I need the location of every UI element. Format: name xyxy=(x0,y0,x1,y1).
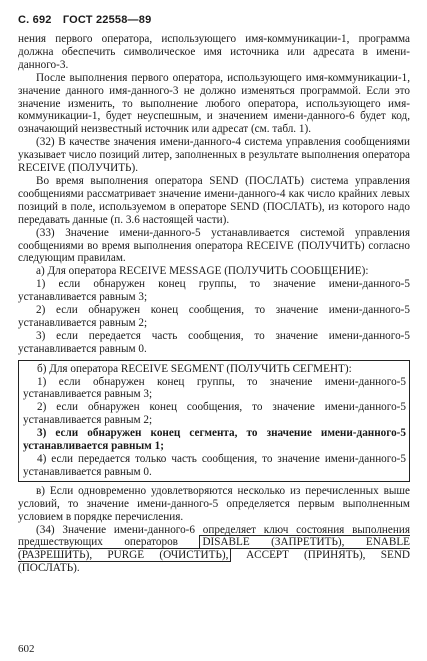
page-label: С. 692 xyxy=(18,14,52,26)
paragraph-34 xyxy=(18,524,410,576)
paragraph: После выполнения первого оператора, использующего имя-коммуникации-1, значение данного имя-данного-3 не должно изменяться программой. Если это значение изменить, то выполнение любого оператора, использующего имя-коммуникации-1, будет неуспешным, и значением имени-данного-6 будет код, означающий неизвестный источник или адресат (см. табл. 1). xyxy=(18,71,410,136)
list-item: 1) если обнаружен конец группы, то значение имени-данного-5 устанавливается равным 3; xyxy=(18,278,410,304)
paragraph: (32) В качестве значения имени-данного-4 система управления сообщениями указывает число позиций литер, заполненных в результате выполнения оператора RECEIVE (ПОЛУЧИТЬ). xyxy=(18,136,410,175)
boxed-item: 3) если обнаружен конец сегмента, то значение имени-данного-5 устанавливается равным 1; xyxy=(23,427,406,453)
boxed-section xyxy=(18,360,410,482)
page-header xyxy=(18,14,159,26)
boxed-item: 1) если обнаружен конец группы, то значение имени-данного-5 устанавливается равным 3; xyxy=(23,375,406,401)
boxed-item: 4) если передается только часть сообщения, то значение имени-данного-5 устанавливается равным 0. xyxy=(23,453,406,478)
standard-label: ГОСТ 22558—89 xyxy=(62,14,152,26)
paragraph-34-tail: ACCEPT (ПРИНЯТЬ), SEND (ПОСЛАТЬ). xyxy=(18,549,410,575)
boxed-item: 2) если обнаружен конец сообщения, то значение имени-данного-5 устанавливается равным 2; xyxy=(23,401,406,427)
list-item: 2) если обнаружен конец сообщения, то значение имени-данного-5 устанавливается равным 2; xyxy=(18,304,410,329)
page-body xyxy=(18,33,410,575)
paragraph: (33) Значение имени-данного-5 устанавливается системой управления сообщениями во время выполнения оператора RECEIVE (ПОЛУЧИТЬ) согласно следующим правилам. xyxy=(18,226,410,265)
paragraph-34-boxed: DISABLE (ЗАПРЕТИТЬ), ENABLE (РАЗРЕШИТЬ), PURGE (ОЧИСТИТЬ), xyxy=(18,536,410,562)
paragraph: нения первого оператора, использующего имя-коммуникации-1, программа должна обеспечить символическое имя источника или адресата в имени-данного-3. xyxy=(18,33,410,71)
page-number: 602 xyxy=(18,643,35,655)
boxed-heading: б) Для оператора RECEIVE SEGMENT (ПОЛУЧИТЬ СЕГМЕНТ): xyxy=(37,362,352,375)
list-item: а) Для оператора RECEIVE MESSAGE (ПОЛУЧИТЬ СООБЩЕНИЕ): xyxy=(36,265,369,278)
list-item: в) Если одновременно удовлетворяются несколько из перечисленных выше условий, то значение имени-данного-5 определяется первым выполненным условием в порядке перечисления. xyxy=(18,484,410,523)
paragraph: Во время выполнения оператора SEND (ПОСЛАТЬ) система управления сообщениями рассматривает значение имени-данного-4 как число крайних левых позиций в поле, используемом в операторе SEND (ПОСЛАТЬ), из которого надо передавать данные (п. 3.6 настоящей части). xyxy=(18,174,410,226)
list-item: 3) если передается часть сообщения, то значение имени-данного-5 устанавливается равным 0. xyxy=(18,329,410,355)
paragraph-34-lead: (34) Значение имени-данного-6 определяет ключ состояния выполнения предшествующих операторов xyxy=(18,523,410,549)
